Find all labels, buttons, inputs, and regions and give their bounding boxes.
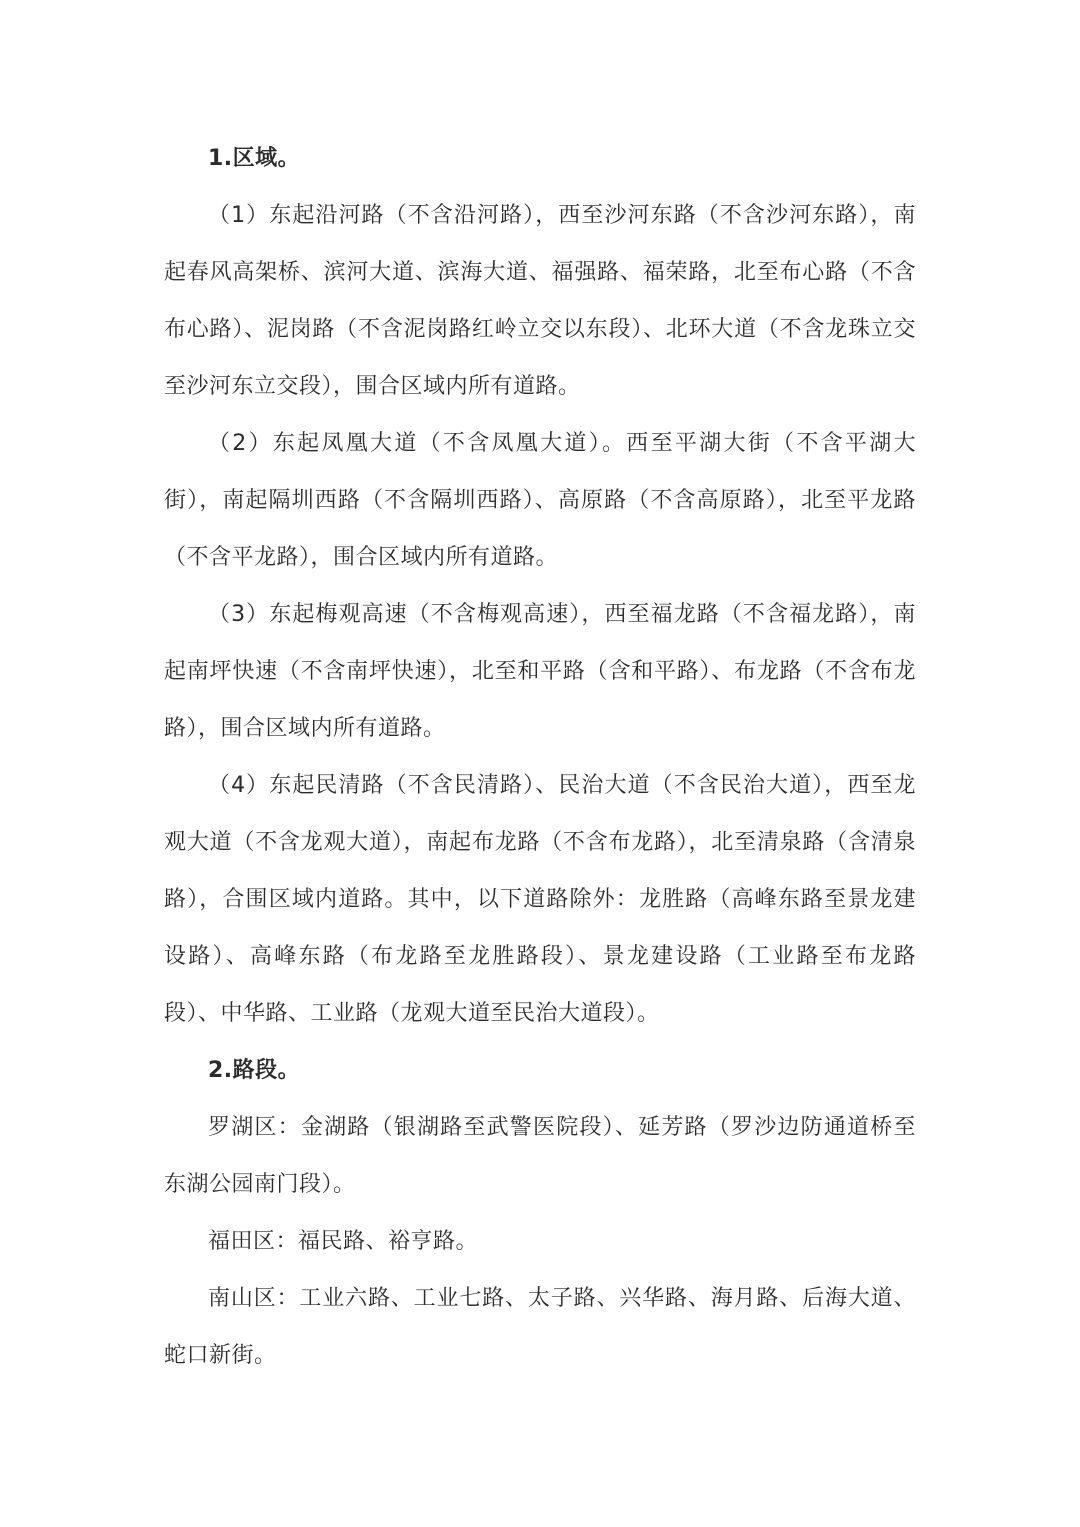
area-item-1: （1）东起沿河路（不含沿河路），西至沙河东路（不含沙河东路），南起春风高架桥、滨河大道、滨海大道、福强路、福荣路，北至布心路（不含布心路）、泥岗路（不含泥岗路红岭立交以东段）、北环大道（不含龙珠立交至沙河东立交段），围合区域内所有道路。 xyxy=(164,203,916,399)
section-heading-road-segments: 2.路段。 xyxy=(208,1058,301,1083)
road-item-nanshan: 南山区：工业六路、工业七路、太子路、兴华路、海月路、后海大道、蛇口新街。 xyxy=(164,1286,916,1368)
road-item-luohu: 罗湖区：金湖路（银湖路至武警医院段）、延芳路（罗沙边防通道桥至东湖公园南门段）。 xyxy=(164,1115,916,1197)
section-heading-area: 1.区域。 xyxy=(208,146,301,171)
area-item-4: （4）东起民清路（不含民清路）、民治大道（不含民治大道），西至龙观大道（不含龙观大道），南起布龙路（不含布龙路），北至清泉路（含清泉路），合围区域内道路。其中，以下道路除外：龙胜路（高峰东路至景龙建设路）、高峰东路（布龙路至龙胜路段）、景龙建设路（工业路至布龙路段）、中华路、工业路（龙观大道至民治大道段）。 xyxy=(164,773,916,1026)
document-body xyxy=(164,130,916,1384)
area-item-3: （3）东起梅观高速（不含梅观高速），西至福龙路（不含福龙路），南起南坪快速（不含南坪快速），北至和平路（含和平路）、布龙路（不含布龙路），围合区域内所有道路。 xyxy=(164,602,916,741)
area-item-2: （2）东起凤凰大道（不含凤凰大道）。西至平湖大街（不含平湖大街），南起隔圳西路（不含隔圳西路）、高原路（不含高原路），北至平龙路（不含平龙路），围合区域内所有道路。 xyxy=(164,431,916,570)
road-item-futian: 福田区：福民路、裕亨路。 xyxy=(208,1229,479,1254)
